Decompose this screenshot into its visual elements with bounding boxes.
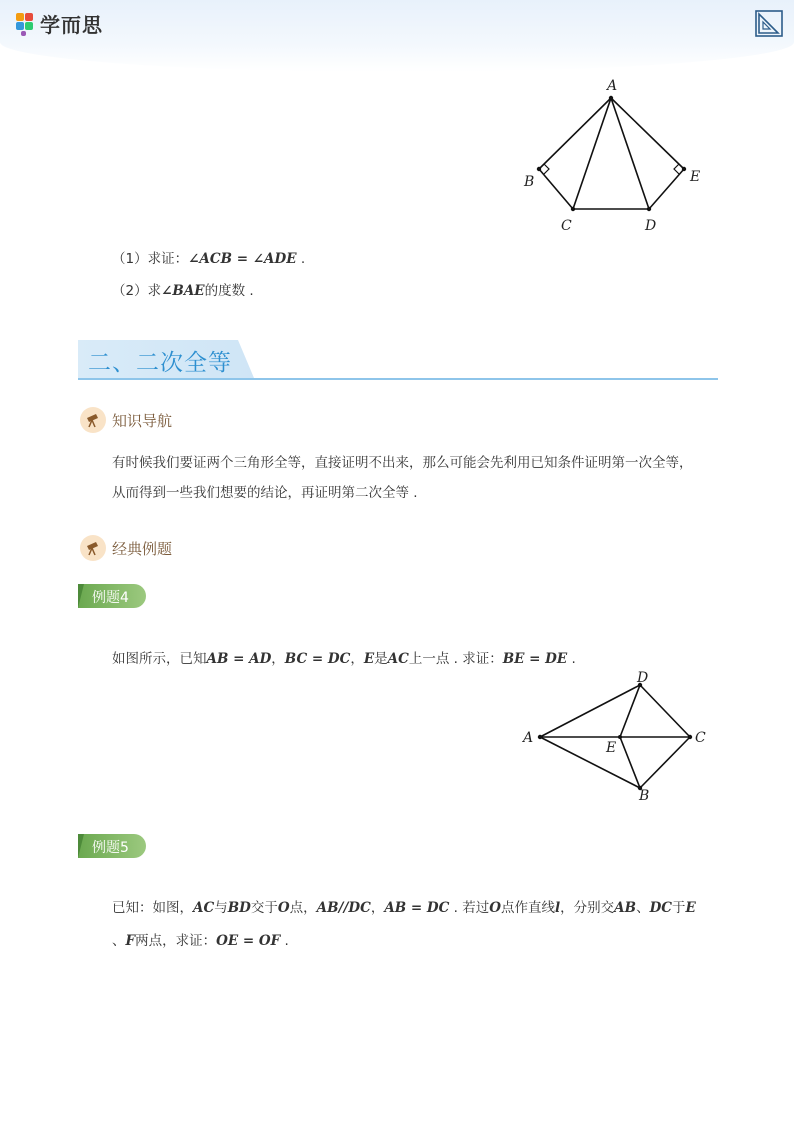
figure-pentagon-abcde xyxy=(518,78,708,238)
statement-text: 如图所示，已知 xyxy=(112,651,207,667)
segment-de xyxy=(649,169,684,209)
math-expression: E xyxy=(685,900,696,916)
math-expression: DC xyxy=(649,900,673,916)
segment-dc xyxy=(640,685,690,737)
label-c: C xyxy=(695,730,706,746)
telescope-icon xyxy=(80,535,106,561)
label-a: A xyxy=(607,78,618,94)
statement-text: . 若过 xyxy=(449,900,490,916)
label-e: E xyxy=(690,169,701,185)
segment-be xyxy=(620,737,640,788)
math-expression: AB = AD xyxy=(206,651,272,667)
statement-text: 于 xyxy=(672,900,686,916)
statement-text: 、 xyxy=(112,933,126,949)
statement-text: 交于 xyxy=(250,900,278,916)
math-expression: l xyxy=(555,900,561,916)
math-expression: AC xyxy=(193,900,215,916)
segment-bc xyxy=(539,169,573,209)
statement-text: 、 xyxy=(636,900,650,916)
statement-text: ，分别交 xyxy=(560,900,615,916)
section-divider xyxy=(78,378,718,380)
label-d: D xyxy=(645,218,657,234)
segment-ea xyxy=(611,98,684,169)
math-expression: OE = OF xyxy=(216,933,281,949)
classic-heading-label: 经典例题 xyxy=(112,539,173,558)
figure-kite-abcd xyxy=(518,668,718,808)
math-expression: O xyxy=(277,900,290,916)
right-angle-mark-b xyxy=(544,164,549,174)
math-expression: AB xyxy=(614,900,637,916)
math-expression: AB//DC xyxy=(316,900,371,916)
question-2: （2）求∠BAE的度数 . xyxy=(112,283,254,299)
statement-text: . xyxy=(280,933,289,949)
logo-mark-icon xyxy=(14,11,36,37)
label-c: C xyxy=(561,218,572,234)
math-expression: O xyxy=(489,900,502,916)
section-heading xyxy=(78,340,718,380)
segment-ad xyxy=(540,685,640,737)
question-1: （1）求证：∠ACB = ∠ADE . xyxy=(112,251,306,267)
statement-text: 点作直线 xyxy=(501,900,556,916)
ruler-triangle-icon xyxy=(754,8,784,38)
page-header-band xyxy=(0,0,794,72)
section-title: 二、二次全等 xyxy=(88,350,232,376)
label-a: A xyxy=(523,730,534,746)
statement-text: 点， xyxy=(289,900,317,916)
label-e: E xyxy=(606,740,617,756)
label-b: B xyxy=(639,788,650,804)
segment-ab xyxy=(539,98,611,169)
example-5-statement-line-2 xyxy=(112,929,289,949)
example-5-tag: 例题5 xyxy=(78,834,146,858)
math-expression: BC = DC xyxy=(284,651,351,667)
math-expression: F xyxy=(125,933,136,949)
math-expression: AB = DC xyxy=(384,900,450,916)
example-5-statement-line-1 xyxy=(112,896,696,916)
segment-de xyxy=(620,685,640,737)
math-expression: BE = DE xyxy=(502,651,568,667)
statement-text: ， xyxy=(271,651,285,667)
math-expression: AC xyxy=(387,651,409,667)
statement-text: 已知：如图， xyxy=(112,900,193,916)
statement-text: ， xyxy=(370,900,385,916)
logo-text: 学而思 xyxy=(40,13,103,37)
brand-logo xyxy=(14,9,103,38)
example-4-tag: 例题4 xyxy=(78,584,146,608)
label-d: D xyxy=(637,670,649,686)
statement-text: 是 xyxy=(374,651,388,667)
knowledge-heading xyxy=(80,407,172,433)
classic-heading xyxy=(80,535,172,561)
label-b: B xyxy=(524,174,535,190)
right-angle-mark-e xyxy=(674,164,679,174)
segment-ad xyxy=(611,98,649,209)
segment-ac xyxy=(573,98,611,209)
example-4-statement xyxy=(112,647,576,667)
knowledge-heading-label: 知识导航 xyxy=(112,411,173,430)
segment-bc xyxy=(640,737,690,788)
segment-ab xyxy=(540,737,640,788)
statement-text: ， xyxy=(350,651,364,667)
math-expression: E xyxy=(363,651,375,667)
statement-text: 两点，求证： xyxy=(135,933,217,949)
statement-text: . xyxy=(567,651,576,667)
knowledge-paragraph: 有时候我们要证两个三角形全等，直接证明不出来，那么可能会先利用已知条件证明第一次全等，从而得到一些我们想要的结论，再证明第二次全等 . xyxy=(112,455,693,501)
statement-text: 上一点 . 求证： xyxy=(408,651,503,667)
statement-text: 与 xyxy=(214,900,228,916)
telescope-icon xyxy=(80,407,106,433)
math-expression: BD xyxy=(227,900,251,916)
